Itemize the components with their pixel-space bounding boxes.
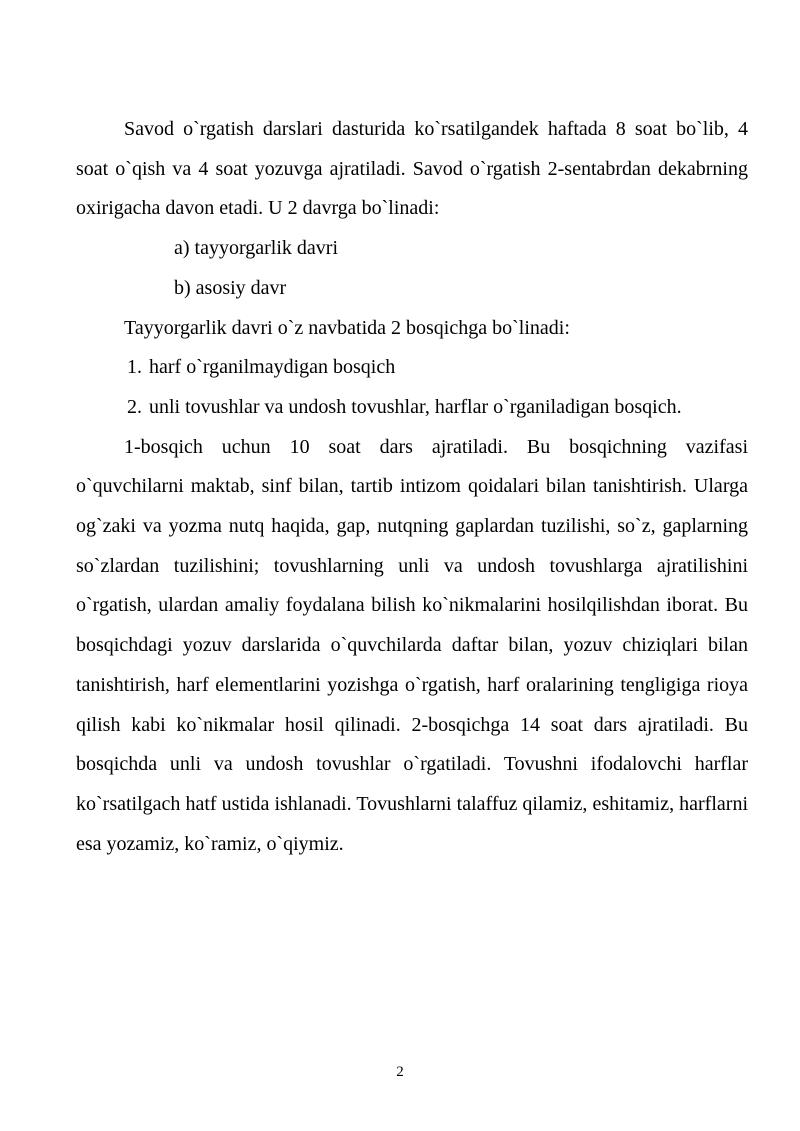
period-list — [76, 229, 748, 308]
stage-item-1: 1. harf o`rganilmaydigan bosqich — [147, 348, 748, 388]
page-content — [76, 110, 748, 864]
period-item-a: a) tayyorgarlik davri — [174, 237, 339, 260]
period-item-b: b) asosiy davr — [174, 276, 287, 299]
paragraph-stages-intro: Tayyorgarlik davri o`z navbatida 2 bosqichga bo`linadi: — [124, 316, 570, 339]
stage-item-2: 2. unli tovushlar va undosh tovushlar, harflar o`rganiladigan bosqich. — [147, 388, 748, 428]
stage-list — [76, 348, 748, 427]
page-number: 2 — [396, 1064, 404, 1080]
paragraph-details: 1-bosqich uchun 10 soat dars ajratiladi. Bu bosqichning vazifasi o`quvchilarni maktab, sinf bilan, tartib intizom qoidalari bilan tanishtirish. Ularga og`zaki va yozma nutq haqida, gap, nutqning gaplardan tuzilishi, so`z, gaplarning so`zlardan tuzilishini; tovushlarning unli va undosh tovushlarga ajratilishini o`rgatish, ulardan amaliy foydalana bilish ko`nikmalarini hosilqilishdan iborat. Bu bosqichdagi yozuv darslarida o`quvchilarda daftar bilan, yozuv chiziqlari bilan tanishtirish, harf elementlarini yozishga o`rgatish, harf oralarining tengligiga rioya qilish kabi ko`nikmalar hosil qilinadi. 2-bosqichga 14 soat dars ajratiladi. Bu bosqichda unli va undosh tovushlar o`rgatiladi. Tovushni ifodalovchi harflar ko`rsatilgach hatf ustida ishlanadi. Tovushlarni talaffuz qilamiz, eshitamiz, harflarni esa yozamiz, ko`ramiz, o`qiymiz. — [76, 435, 748, 855]
paragraph-intro: Savod o`rgatish darslari dasturida ko`rsatilgandek haftada 8 soat bo`lib, 4 soat o`qish va 4 soat yozuvga ajratiladi. Savod o`rgatish 2-sentabrdan dekabrning oxirigacha davon etadi. U 2 davrga bo`linadi: — [76, 118, 748, 220]
